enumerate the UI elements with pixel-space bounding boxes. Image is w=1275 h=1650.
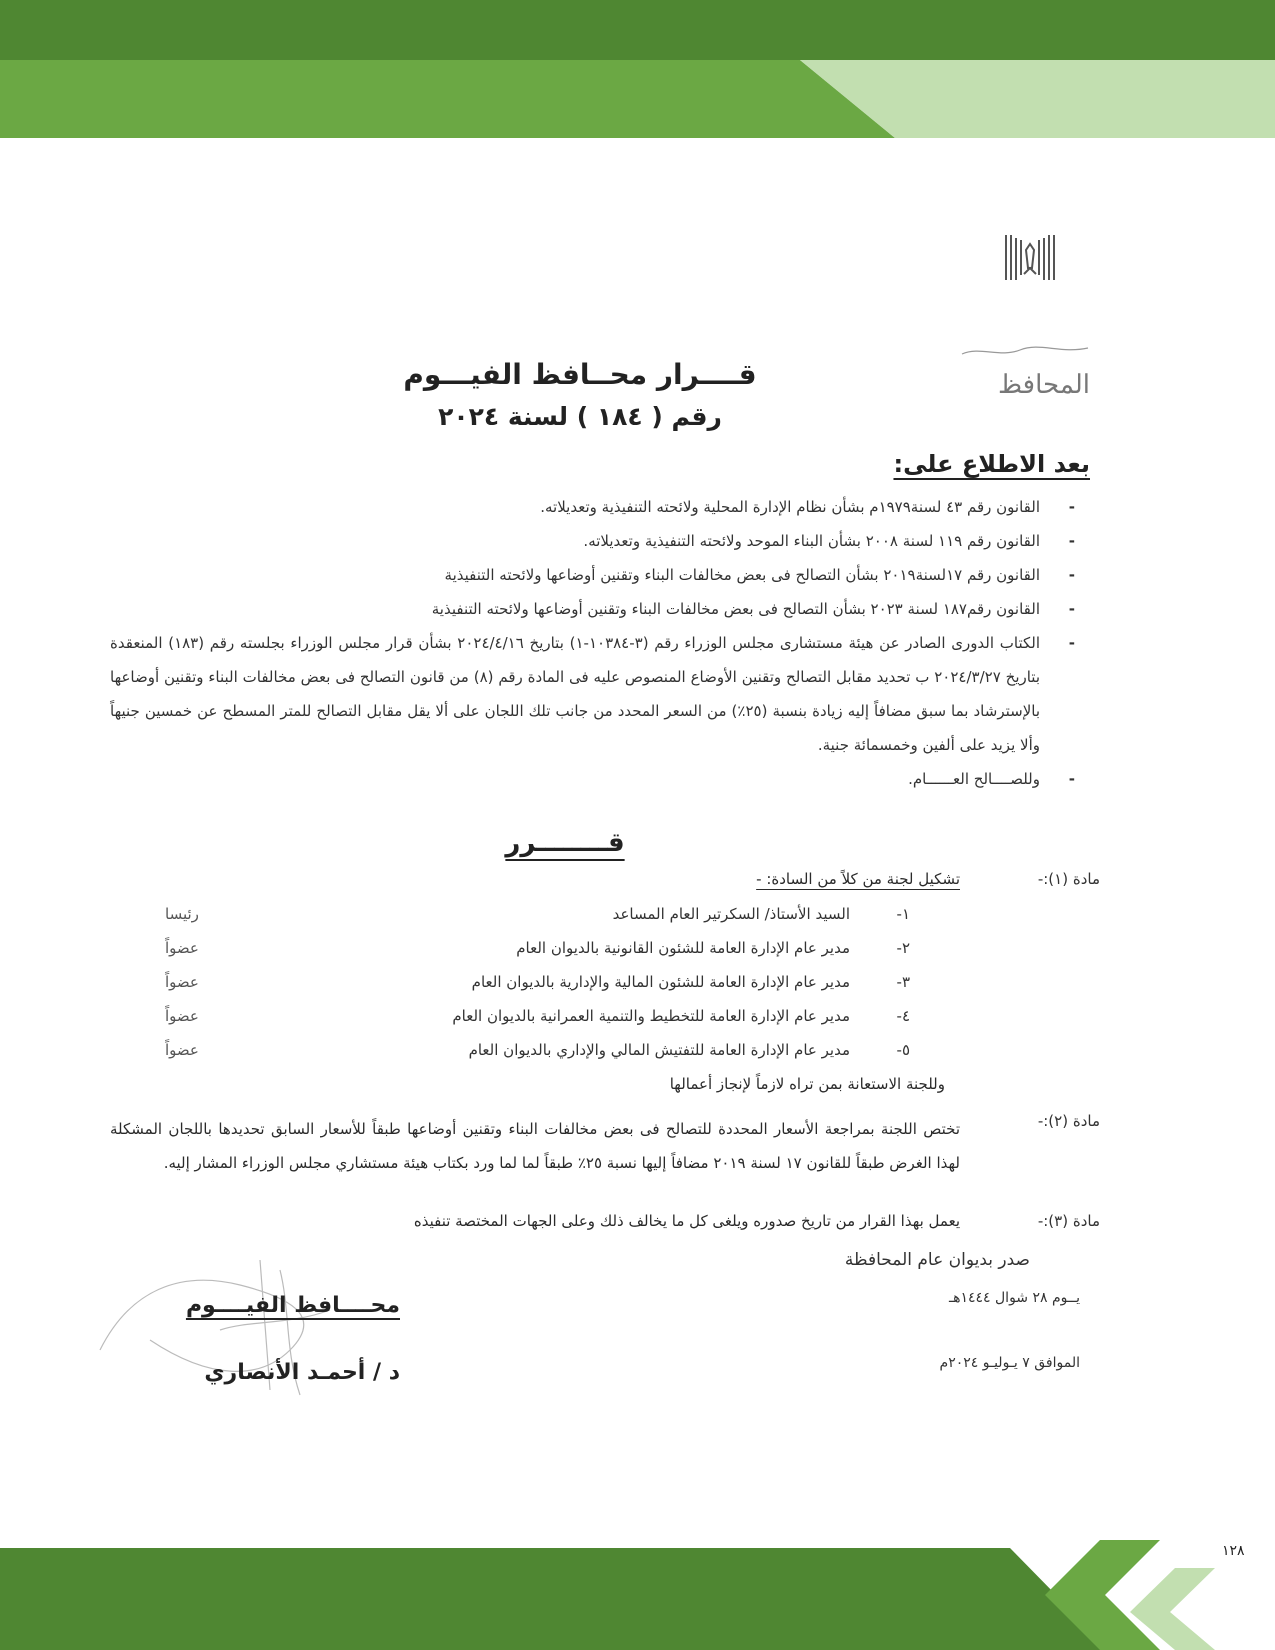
- member-role: عضواً: [165, 1007, 199, 1025]
- bottom-decorative-band: [0, 1540, 1275, 1650]
- member-role: عضواً: [165, 939, 199, 957]
- article-3-label: مادة (٣):-: [1037, 1212, 1100, 1230]
- gregorian-date: الموافق ٧ يـوليـو ٢٠٢٤م: [939, 1355, 1080, 1371]
- member-name: السيد الأستاذ/ السكرتير العام المساعد: [612, 905, 850, 923]
- bottom-band-dark: [0, 1548, 1110, 1650]
- article-3-text: يعمل بهذا القرار من تاريخ صدوره ويلغى كل ما يخالف ذلك وعلى الجهات المختصة تنفيذه: [413, 1212, 960, 1230]
- preamble-heading: بعد الاطلاع على:: [893, 450, 1090, 478]
- member-number: ٤-: [896, 1007, 910, 1025]
- page-number: ١٢٨: [1222, 1543, 1245, 1559]
- emblem-stamp-scribble: [960, 340, 1090, 366]
- article-1-label: مادة (١):-: [1037, 870, 1100, 888]
- member-role: عضواً: [165, 1041, 199, 1059]
- preamble-item: - القانون رقم ١١٩ لسنة ٢٠٠٨ بشأن البناء الموحد ولائحته التنفيذية وتعديلاته.: [110, 524, 1085, 558]
- member-number: ٢-: [896, 939, 910, 957]
- member-name: مدير عام الإدارة العامة للشئون القانونية بالديوان العام: [516, 939, 850, 957]
- committee-member: [150, 905, 910, 939]
- hijri-date: يــوم ٢٨ شوال ١٤٤٤هـ: [949, 1290, 1080, 1306]
- article-1-intro: تشكيل لجنة من كلاً من السادة: -: [756, 870, 960, 888]
- committee-member: [150, 939, 910, 973]
- member-name: مدير عام الإدارة العامة للتفتيش المالي والإداري بالديوان العام: [468, 1041, 850, 1059]
- preamble-list: [110, 490, 1085, 796]
- article-2-text: تختص اللجنة بمراجعة الأسعار المحددة للتصالح فى بعض مخالفات البناء وتقنين أوضاعها طبقاً للأسعار السابق تحديدها باللجان المشكلة لهذا الغرض طبقاً للقانون ١٧ لسنة ٢٠١٩ مضافاً إليها نسبة ٢٥٪ طبقاً لما لما ورد بكتاب هيئة مستشاري مجلس الوزراء المشار إليه.: [110, 1120, 960, 1172]
- decree-title: قــــرار محــافظ الفيـــوم: [403, 358, 757, 391]
- governor-title: محــــافظ الفيــــوم: [185, 1293, 400, 1318]
- member-number: ٣-: [896, 973, 910, 991]
- preamble-item: - القانون رقم ١٧لسنة٢٠١٩ بشأن التصالح فى بعض مخالفات البناء وتقنين أوضاعها ولائحته التنفيذية: [110, 558, 1085, 592]
- emblem-caption: [960, 340, 1090, 400]
- preamble-item: - القانون رقم١٨٧ لسنة ٢٠٢٣ بشأن التصالح فى بعض مخالفات البناء وتقنين أوضاعها ولائحته التنفيذية: [110, 592, 1085, 626]
- committee-member: [150, 1007, 910, 1041]
- member-number: ١-: [896, 905, 910, 923]
- governor-name: د / أحمـد الأنصاري: [204, 1360, 400, 1385]
- committee-members-list: [150, 905, 910, 1075]
- issued-at: صدر بديوان عام المحافظة: [844, 1250, 1030, 1270]
- republic-eagle-emblem-icon: [1000, 230, 1060, 290]
- preamble-item: - وللصــــالح العــــــام.: [110, 762, 1085, 796]
- emblem-caption-text: المحافظ: [998, 370, 1090, 400]
- committee-member: [150, 1041, 910, 1075]
- member-number: ٥-: [896, 1041, 910, 1059]
- decision-heading: قــــــــرر: [505, 828, 625, 858]
- article-2-label: مادة (٢):-: [1037, 1112, 1100, 1130]
- member-name: مدير عام الإدارة العامة للتخطيط والتنمية العمرانية بالديوان العام: [452, 1007, 850, 1025]
- member-role: رئيسا: [165, 905, 199, 923]
- committee-member: [150, 973, 910, 1007]
- decree-number: رقم ( ١٨٤ ) لسنة ٢٠٢٤: [438, 402, 722, 431]
- preamble-item: - القانون رقم ٤٣ لسنة١٩٧٩م بشأن نظام الإدارة المحلية ولائحته التنفيذية وتعديلاته.: [110, 490, 1085, 524]
- member-name: مدير عام الإدارة العامة للشئون المالية والإدارية بالديوان العام: [471, 973, 850, 991]
- preamble-item: - الكتاب الدورى الصادر عن هيئة مستشارى مجلس الوزراء رقم (٣-١٠٣٨٤-١) بتاريخ ٢٠٢٤/٤/١٦ بشأن قرار مجلس الوزراء بجلسته رقم (١٨٣) المنعقدة بتاريخ ٢٠٢٤/٣/٢٧ ب تحديد مقابل التصالح وتقنين الأوضاع المنصوص عليه فى المادة رقم (٨) من قانون التصالح فى بعض مخالفات البناء وتقنين أوضاعها بالإسترشاد بما سبق مضافاً إليه زيادة بنسبة (٢٥٪) من السعر المحدد من جانب تلك اللجان على ألا يقل مقابل التصالح للمتر المسطح عن خمسين جنيهاً وألا يزيد على ألفين وخمسمائة جنية.: [110, 626, 1085, 762]
- member-role: عضواً: [165, 973, 199, 991]
- article-1-note: وللجنة الاستعانة بمن تراه لازماً لإنجاز أعمالها: [669, 1075, 945, 1093]
